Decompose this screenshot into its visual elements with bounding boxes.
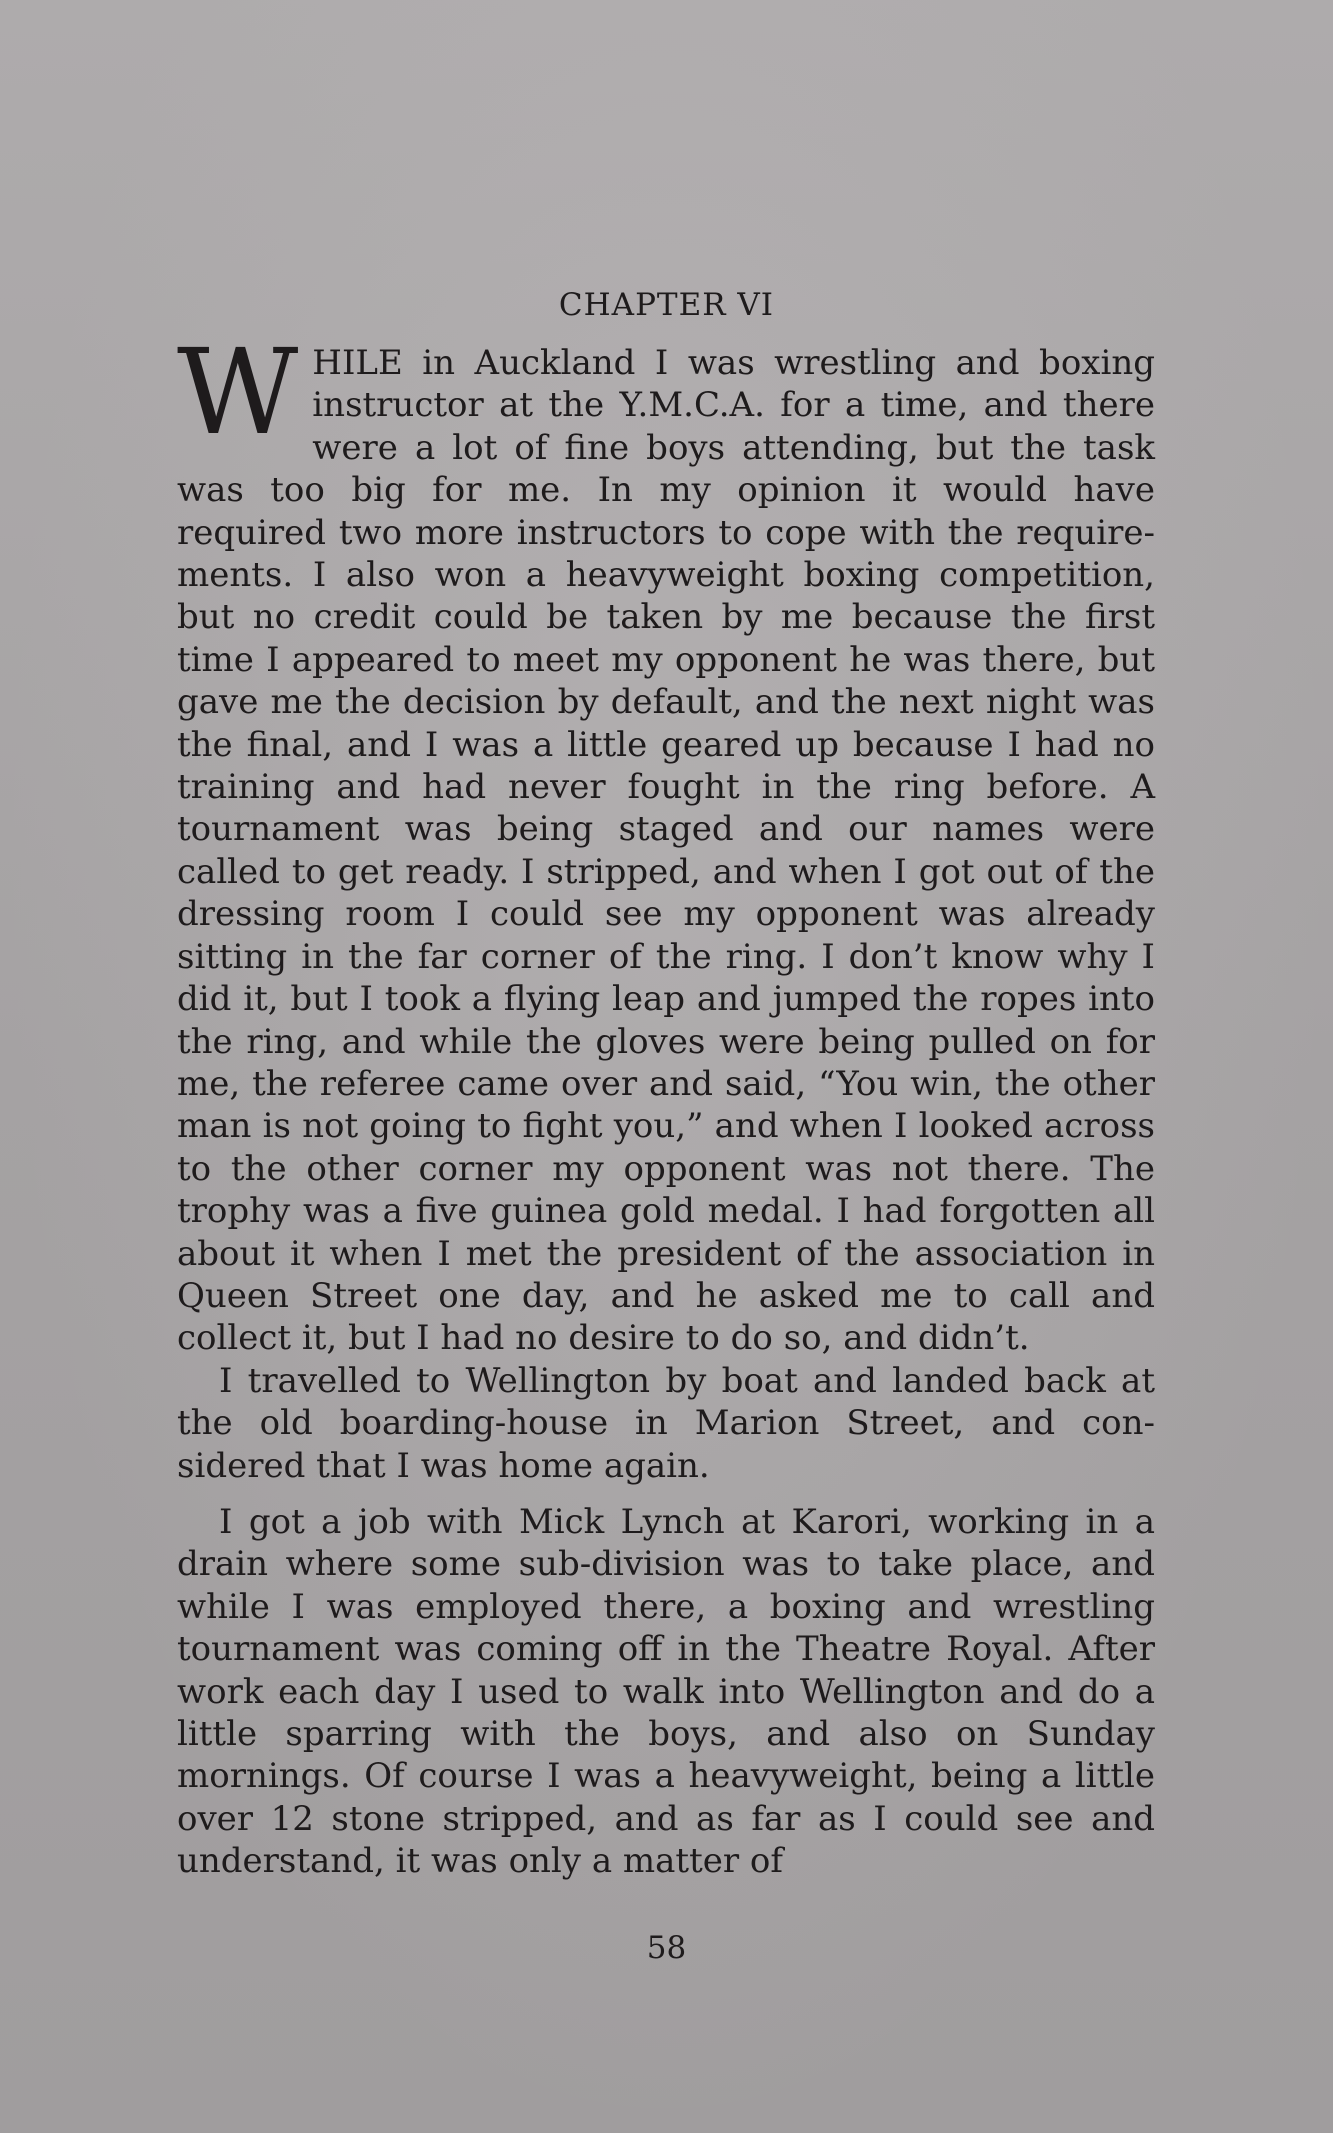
body-text <box>177 323 1155 1883</box>
drop-cap: W <box>177 323 299 461</box>
chapter-heading: CHAPTER VI <box>558 287 775 323</box>
page-number: 58 <box>646 1930 687 1966</box>
paragraph-2: I travelled to Wellington by boat and landed back at the old boarding-house in Marion Street, and con-sidered that I was home again. <box>177 1360 1155 1486</box>
paragraph-3: I got a job with Mick Lynch at Karori, working in a drain where some sub-division was to take place, and while I was employed there, a boxing and wrestling tournament was coming off in the Theatre Royal. After work each day I used to walk into Wellington and do a little sparring with the boys, and also on Sunday mornings. Of course I was a heavyweight, being a little over 12 stone stripped, and as far as I could see and understand, it was only a matter of <box>177 1501 1155 1882</box>
paragraph-1-text: HILE in Auckland I was wrestling and boxing instructor at the Y.M.C.A. for a time, and there were a lot of fine boys attending, but the task was too big for me. In my opinion it would have required two more instructors to cope with the require-ments. I also won a heavyweight boxing competition, but no credit could be taken by me because the first time I appeared to meet my opponent he was there, but gave me the decision by default, and the next night was the final, and I was a little geared up because I had no training and had never fought in the ring before. A tournament was being staged and our names were called to get ready. I stripped, and when I got out of the dressing room I could see my opponent was already sitting in the far corner of the ring. I don’t know why I did it, but I took a flying leap and jumped the ropes into the ring, and while the gloves were being pulled on for me, the referee came over and said, “You win, the other man is not going to fight you,” and when I looked across to the other corner my opponent was not there. The trophy was a five guinea gold medal. I had forgotten all about it when I met the president of the association in Queen Street one day, and he asked me to call and collect it, but I had no desire to do so, and didn’t. <box>177 343 1155 1359</box>
paragraph-1 <box>177 323 1155 1360</box>
